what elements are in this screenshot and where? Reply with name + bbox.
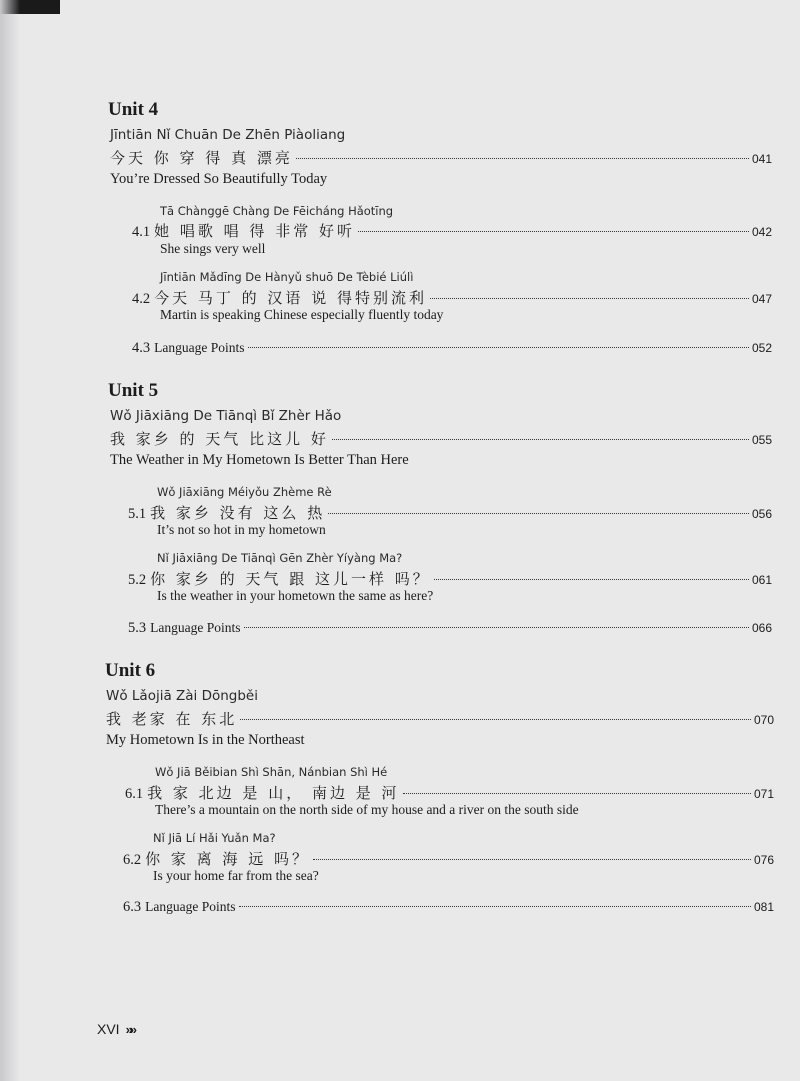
lesson-number: 6.1 (125, 786, 144, 802)
unit-pinyin: Wǒ Jiāxiāng De Tiānqì Bǐ Zhèr Hǎo (110, 408, 342, 424)
toc-entry-unit-4[interactable] (110, 147, 772, 168)
dot-leader (332, 439, 749, 440)
lesson-number: 5.1 (128, 506, 147, 522)
toc-entry-unit-5[interactable] (110, 428, 772, 449)
dot-leader (240, 719, 751, 720)
page-number: 056 (751, 507, 772, 521)
language-points-label: Language Points (150, 620, 241, 635)
toc-entry-4-2[interactable] (132, 287, 772, 308)
page-number: 076 (753, 853, 774, 867)
toc-entry-5-1[interactable] (128, 502, 772, 523)
lesson-english-title: There’s a mountain on the north side of my house and a river on the south side (155, 802, 579, 817)
toc-entry-5-3[interactable] (128, 620, 772, 637)
unit-title: Unit 6 (105, 660, 156, 681)
unit-english-title: You’re Dressed So Beautifully Today (110, 171, 328, 187)
lesson-pinyin: Jīntiān Mǎdīng De Hànyǔ shuō De Tèbié Liúlì (160, 270, 414, 284)
lesson-number: 5.3 (128, 620, 147, 636)
toc-entry-6-1[interactable] (125, 782, 774, 803)
dot-leader (328, 513, 749, 514)
page-number: 042 (751, 225, 772, 239)
lesson-chinese-title: 今天 马丁 的 汉语 说 得特别流利 (154, 289, 427, 307)
page-number: 055 (751, 433, 772, 447)
toc-entry-6-2[interactable] (123, 848, 774, 869)
unit-pinyin: Jīntiān Nǐ Chuān De Zhēn Piàoliang (110, 127, 346, 143)
unit-title: Unit 4 (108, 99, 159, 120)
dot-leader (248, 347, 749, 348)
page-number: 052 (751, 341, 772, 355)
lesson-pinyin: Tā Chànggē Chàng De Fēicháng Hǎotīng (160, 204, 394, 218)
page-number: 041 (751, 152, 772, 166)
lesson-pinyin: Nǐ Jiā Lí Hǎi Yuǎn Ma? (153, 831, 276, 845)
lesson-chinese-title: 我 家 北边 是 山， 南边 是 河 (147, 784, 400, 802)
double-chevron-icon: »» (125, 1021, 135, 1037)
lesson-english-title: She sings very well (160, 241, 266, 256)
language-points-label: Language Points (154, 340, 245, 355)
unit-chinese-title: 今天 你 穿 得 真 漂亮 (110, 149, 293, 167)
lesson-chinese-title: 她 唱歌 唱 得 非常 好听 (154, 222, 355, 240)
lesson-english-title: Martin is speaking Chinese especially fluently today (160, 307, 444, 322)
page-label: XVI (97, 1021, 120, 1037)
unit-title: Unit 5 (108, 380, 159, 401)
dot-leader (296, 158, 749, 159)
dot-leader (430, 298, 749, 299)
unit-english-title: The Weather in My Hometown Is Better Than Here (110, 452, 409, 468)
dot-leader (244, 627, 749, 628)
lesson-chinese-title: 我 家乡 没有 这么 热 (150, 504, 326, 522)
toc-entry-unit-6[interactable] (106, 708, 774, 729)
lesson-pinyin: Wǒ Jiā Běibian Shì Shān, Nánbian Shì Hé (155, 765, 388, 779)
toc-entry-5-2[interactable] (128, 568, 772, 589)
unit-chinese-title: 我 家乡 的 天气 比这儿 好 (110, 430, 329, 448)
dot-leader (403, 793, 751, 794)
unit-chinese-title: 我 老家 在 东北 (106, 710, 238, 728)
lesson-chinese-title: 你 家乡 的 天气 跟 这儿一样 吗？ (150, 570, 431, 588)
dot-leader (358, 231, 749, 232)
page-footer (97, 1021, 134, 1037)
lesson-number: 6.2 (123, 852, 142, 868)
toc-entry-4-1[interactable] (132, 220, 772, 241)
toc-entry-6-3[interactable] (123, 899, 774, 916)
lesson-pinyin: Wǒ Jiāxiāng Méiyǒu Zhème Rè (157, 485, 332, 499)
page-number: 070 (753, 713, 774, 727)
page-number: 047 (751, 292, 772, 306)
lesson-english-title: Is your home far from the sea? (153, 868, 319, 883)
lesson-number: 4.3 (132, 340, 151, 356)
page-number: 061 (751, 573, 772, 587)
dot-leader (239, 906, 751, 907)
page-number: 081 (753, 900, 774, 914)
lesson-english-title: Is the weather in your hometown the same as here? (157, 588, 434, 603)
page-edge-shadow (0, 0, 20, 1081)
toc-entry-4-3[interactable] (132, 340, 772, 357)
dot-leader (313, 859, 751, 860)
unit-english-title: My Hometown Is in the Northeast (106, 732, 305, 748)
page-number: 066 (751, 621, 772, 635)
lesson-pinyin: Nǐ Jiāxiāng De Tiānqì Gēn Zhèr Yíyàng Ma? (157, 551, 403, 565)
unit-pinyin: Wǒ Lǎojiā Zài Dōngběi (106, 688, 258, 704)
lesson-english-title: It’s not so hot in my hometown (157, 522, 326, 537)
lesson-number: 6.3 (123, 899, 142, 915)
lesson-number: 4.2 (132, 291, 151, 307)
dot-leader (434, 579, 749, 580)
lesson-number: 4.1 (132, 224, 151, 240)
lesson-chinese-title: 你 家 离 海 远 吗？ (145, 850, 310, 868)
lesson-number: 5.2 (128, 572, 147, 588)
page-number: 071 (753, 787, 774, 801)
language-points-label: Language Points (145, 899, 236, 914)
